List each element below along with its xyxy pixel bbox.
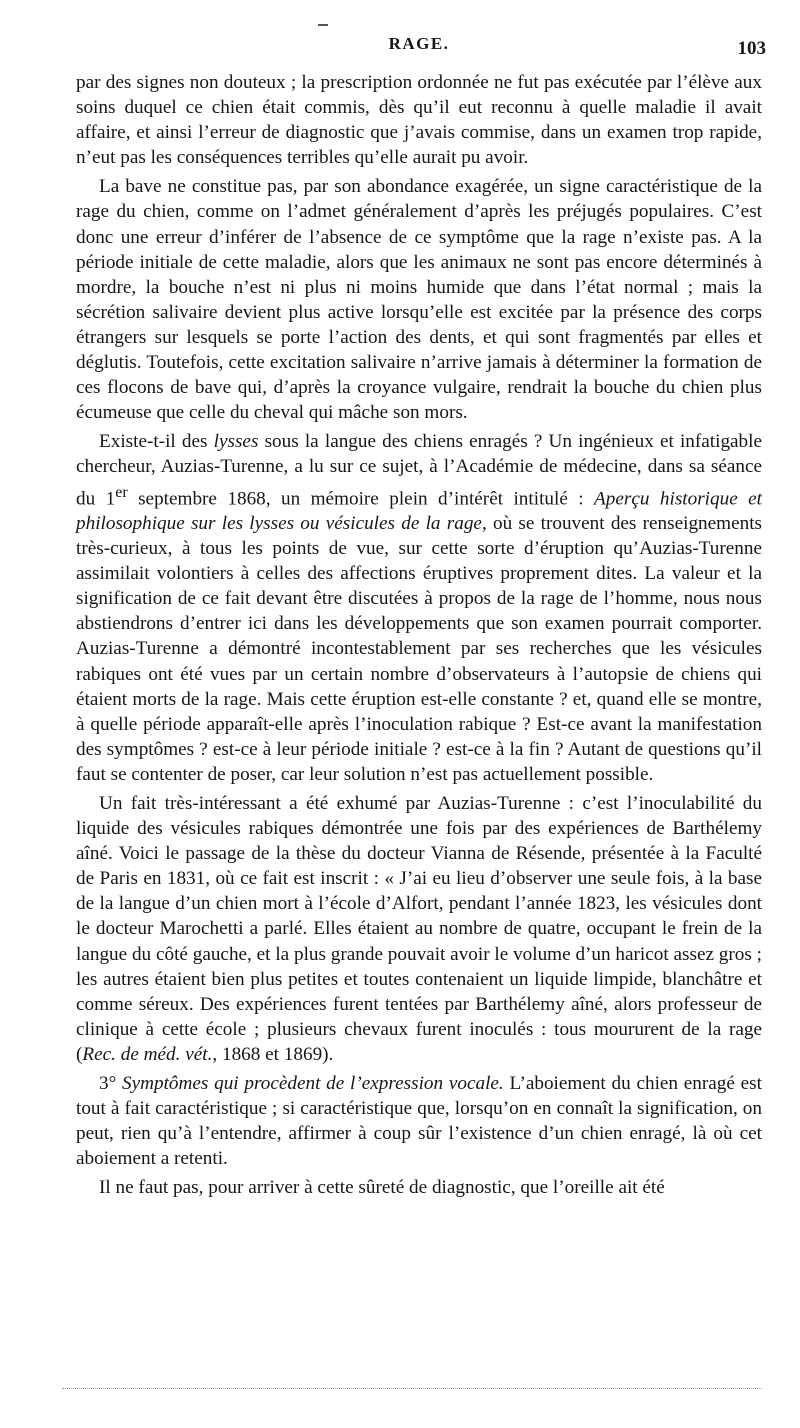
text-span: Un fait très-intéressant a été exhumé par Auzias-Turenne : c’est l’inoculabilité du liquide des vésicules rabiques démontrée une fois par des expériences de Barthélemy aîné. Voici le passage de la thèse du docteur Vianna de Résende, présentée à la Faculté de Paris en 1831, où ce fait est inscrit : « J’ai eu lieu d’observer une seule fois, à la base de la langue d’un chien mort à l’école d’Alfort, pendant l’année 1823, les vésicules dont le docteur Marochetti a parlé. Elles étaient au nombre de quatre, occupant le frein de la langue du côté gauche, et la plus grande pouvait avoir le volume d’un haricot assez gros ; les autres étaient bien plus petites et toutes contenaient un liquide limpide, blanchâtre et comme séreux. Des expériences furent tentées par Barthélemy aîné, alors professeur de clinique à cette école ; plusieurs chevaux furent inoculés : tous moururent de la rage ( (76, 793, 762, 1065)
running-title: RAGE. (388, 34, 450, 53)
paragraph-5 (76, 1071, 762, 1171)
ink-speck (318, 24, 328, 26)
book-page (76, 30, 766, 1201)
paragraph-2: La bave ne constitue pas, par son abondance exagérée, un signe caractéristique de la rage du chien, comme on l’admet généralement d’après les préjugés populaires. C’est donc une erreur d’inférer de l’absence de ce symptôme que la rage n’existe pas. A la période initiale de cette maladie, alors que les animaux ne sont pas encore déterminés à mordre, la bouche n’est ni plus ni moins humide que dans l’état normal ; mais la sécrétion salivaire devient plus active lorsqu’elle est excitée par la présence des corps étrangers sur lesquels se porte l’action des dents, et qui sont fragmentés par elles et déglutis. Toutefois, cette excitation salivaire n’arrive jamais à déterminer la formation de ces flocons de bave qui, d’après la croyance vulgaire, rendrait la bouche du chien plus écumeuse que celle du cheval qui mâche son mors. (76, 176, 762, 424)
paragraph-1: par des signes non douteux ; la prescription ordonnée ne fut pas exécutée par l’élève aux soins duquel ce chien était commis, dès qu’il eut reconnu à quelle maladie il avait affaire, et ainsi l’erreur de diagnostic que j’avais commise, dans un examen trop rapide, n’eut pas les conséquences terribles qu’elle aurait pu avoir. (76, 72, 762, 169)
page-number: 103 (737, 38, 766, 59)
text-span: septembre 1868, un mémoire plein d’intérêt intitulé : (127, 487, 595, 509)
paragraph-6: Il ne faut pas, pour arriver à cette sûreté de diagnostic, que l’oreille ait été (99, 1177, 665, 1199)
memoir-title: Aperçu historique et philosophique sur les lysses ou vésicules de la rage (76, 487, 762, 534)
reference-citation: Rec. de méd. vét. (82, 1043, 213, 1065)
text-span: , où se trouvent des renseignements très-curieux, à tous les points de vue, sur cette sorte d’éruption qu’Auzias-Turenne assimilait volontiers à celles des affections éruptives proprement dites. La valeur et la signification de ce fait devant être discutées à propos de la rage de l’homme, nous nous abstiendrons d’entrer ici dans les développements que son examen pourrait comporter. Auzias-Turenne a démontré incontestablement par ses recherches que les vésicules rabiques ont été vues par un certain nombre d’observateurs à l’autopsie de chiens qui étaient morts de la rage. Mais cette éruption est-elle constante ? et, quand elle se montre, à quelle période apparaît-elle après l’inoculation rabique ? Est-ce avant la manifestation des symptômes ? est-ce à leur période initiale ? est-ce à la fin ? Autant de questions qu’il faut se contenter de poser, car leur solution n’est pas actuellement possible. (76, 512, 762, 785)
text-span: Existe-t-il des (99, 431, 214, 453)
text-span: sous la langue des chiens enragés ? Un ingénieux et infatigable chercheur, Auzias-Turenne, a lu sur ce sujet, à l’Académie de médecine, dans sa séance du 1 (76, 431, 763, 509)
italic-term-lysses: lysses (213, 431, 259, 453)
paragraph-3 (76, 429, 762, 787)
running-header (76, 30, 766, 70)
section-number: 3° (99, 1073, 123, 1095)
text-span: , 1868 et 1869). (212, 1043, 334, 1065)
body-text (76, 70, 762, 1201)
text-span: L’aboiement du chien enragé est tout à fait caractéristique ; si caractéristique que, lorsqu’on en connaît la signification, on peut, rien qu’à l’entendre, affirmer à coup sûr l’existence d’un chien enragé, là où cet aboiement a retenti. (76, 1073, 762, 1170)
footer-dotted-rule (62, 1388, 762, 1389)
paragraph-4 (76, 791, 762, 1067)
section-heading: Symptômes qui procèdent de l’expression vocale. (122, 1073, 504, 1095)
superscript: er (115, 483, 128, 501)
